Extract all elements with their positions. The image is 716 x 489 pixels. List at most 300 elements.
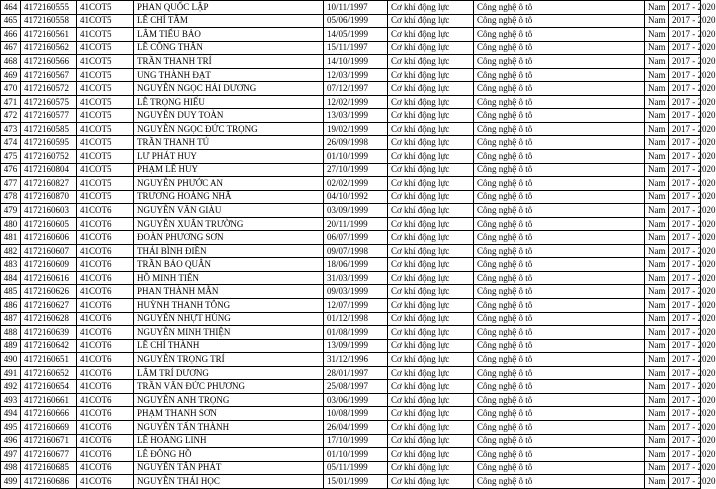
- class-code-cell: 41COT6: [77, 448, 134, 462]
- major-cell: Công nghệ ô tô: [474, 339, 645, 353]
- gender-cell: Nam: [645, 28, 669, 42]
- row-number-cell: 467: [1, 41, 21, 55]
- student-id-cell: 4172160605: [21, 217, 77, 231]
- table-row: [1, 339, 701, 353]
- gender-cell: Nam: [645, 407, 669, 421]
- gender-cell: Nam: [645, 150, 669, 164]
- student-name-cell: NGUYỄN ANH TRỌNG: [134, 393, 324, 407]
- birth-date-cell: 27/10/1999: [324, 163, 388, 177]
- course-years-cell: 2017 - 2020: [669, 366, 701, 380]
- faculty-cell: Cơ khí động lực: [388, 380, 474, 394]
- row-number-cell: 471: [1, 95, 21, 109]
- gender-cell: Nam: [645, 339, 669, 353]
- gender-cell: Nam: [645, 109, 669, 123]
- birth-date-cell: 25/08/1997: [324, 380, 388, 394]
- student-name-cell: TRẦN THANH TRÍ: [134, 55, 324, 69]
- major-cell: Công nghệ ô tô: [474, 204, 645, 218]
- major-cell: Công nghệ ô tô: [474, 353, 645, 367]
- class-code-cell: 41COT6: [77, 217, 134, 231]
- major-cell: Công nghệ ô tô: [474, 299, 645, 313]
- birth-date-cell: 05/06/1999: [324, 14, 388, 28]
- major-cell: Công nghệ ô tô: [474, 109, 645, 123]
- table-row: [1, 353, 701, 367]
- class-code-cell: 41COT5: [77, 55, 134, 69]
- gender-cell: Nam: [645, 204, 669, 218]
- student-name-cell: LÂM TIỂU BẢO: [134, 28, 324, 42]
- birth-date-cell: 10/11/1997: [324, 1, 388, 15]
- student-name-cell: NGUYỄN MINH THIỆN: [134, 326, 324, 340]
- course-years-cell: 2017 - 2020: [669, 448, 701, 462]
- birth-date-cell: 01/08/1999: [324, 326, 388, 340]
- student-id-cell: 4172160642: [21, 339, 77, 353]
- student-name-cell: LÊ TRỌNG HIẾU: [134, 95, 324, 109]
- birth-date-cell: 13/09/1999: [324, 339, 388, 353]
- student-id-cell: 4172160685: [21, 461, 77, 475]
- table-row: [1, 82, 701, 96]
- gender-cell: Nam: [645, 68, 669, 82]
- birth-date-cell: 09/03/1999: [324, 285, 388, 299]
- student-name-cell: TRẦN THANH TÚ: [134, 136, 324, 150]
- faculty-cell: Cơ khí động lực: [388, 231, 474, 245]
- major-cell: Công nghệ ô tô: [474, 231, 645, 245]
- faculty-cell: Cơ khí động lực: [388, 448, 474, 462]
- faculty-cell: Cơ khí động lực: [388, 204, 474, 218]
- student-id-cell: 4172160607: [21, 244, 77, 258]
- row-number-cell: 495: [1, 420, 21, 434]
- class-code-cell: 41COT6: [77, 393, 134, 407]
- birth-date-cell: 01/12/1998: [324, 312, 388, 326]
- table-row: [1, 326, 701, 340]
- birth-date-cell: 28/01/1997: [324, 366, 388, 380]
- gender-cell: Nam: [645, 82, 669, 96]
- major-cell: Công nghệ ô tô: [474, 150, 645, 164]
- major-cell: Công nghệ ô tô: [474, 122, 645, 136]
- gender-cell: Nam: [645, 190, 669, 204]
- major-cell: Công nghệ ô tô: [474, 190, 645, 204]
- faculty-cell: Cơ khí động lực: [388, 285, 474, 299]
- course-years-cell: 2017 - 2020: [669, 28, 701, 42]
- row-number-cell: 485: [1, 285, 21, 299]
- gender-cell: Nam: [645, 55, 669, 69]
- course-years-cell: 2017 - 2020: [669, 299, 701, 313]
- gender-cell: Nam: [645, 380, 669, 394]
- faculty-cell: Cơ khí động lực: [388, 136, 474, 150]
- birth-date-cell: 20/11/1999: [324, 217, 388, 231]
- student-name-cell: PHẠM LÊ HUY: [134, 163, 324, 177]
- row-number-cell: 482: [1, 244, 21, 258]
- table-row: [1, 136, 701, 150]
- birth-date-cell: 26/09/1998: [324, 136, 388, 150]
- faculty-cell: Cơ khí động lực: [388, 258, 474, 272]
- major-cell: Công nghệ ô tô: [474, 393, 645, 407]
- student-id-cell: 4172160627: [21, 299, 77, 313]
- table-row: [1, 28, 701, 42]
- faculty-cell: Cơ khí động lực: [388, 271, 474, 285]
- birth-date-cell: 10/08/1999: [324, 407, 388, 421]
- table-row: [1, 461, 701, 475]
- student-id-cell: 4172160609: [21, 258, 77, 272]
- course-years-cell: 2017 - 2020: [669, 163, 701, 177]
- major-cell: Công nghệ ô tô: [474, 258, 645, 272]
- gender-cell: Nam: [645, 420, 669, 434]
- major-cell: Công nghệ ô tô: [474, 244, 645, 258]
- row-number-cell: 491: [1, 366, 21, 380]
- table-row: [1, 271, 701, 285]
- birth-date-cell: 12/02/1999: [324, 95, 388, 109]
- table-row: [1, 434, 701, 448]
- birth-date-cell: 12/03/1999: [324, 68, 388, 82]
- course-years-cell: 2017 - 2020: [669, 353, 701, 367]
- faculty-cell: Cơ khí động lực: [388, 55, 474, 69]
- row-number-cell: 469: [1, 68, 21, 82]
- gender-cell: Nam: [645, 299, 669, 313]
- birth-date-cell: 14/10/1999: [324, 55, 388, 69]
- student-id-cell: 4172160654: [21, 380, 77, 394]
- course-years-cell: 2017 - 2020: [669, 204, 701, 218]
- course-years-cell: 2017 - 2020: [669, 82, 701, 96]
- course-years-cell: 2017 - 2020: [669, 190, 701, 204]
- course-years-cell: 2017 - 2020: [669, 244, 701, 258]
- class-code-cell: 41COT5: [77, 82, 134, 96]
- table-row: [1, 231, 701, 245]
- course-years-cell: 2017 - 2020: [669, 326, 701, 340]
- student-id-cell: 4172160575: [21, 95, 77, 109]
- row-number-cell: 497: [1, 448, 21, 462]
- student-name-cell: NGUYỄN TẤN PHÁT: [134, 461, 324, 475]
- row-number-cell: 490: [1, 353, 21, 367]
- student-id-cell: 4172160671: [21, 434, 77, 448]
- faculty-cell: Cơ khí động lực: [388, 244, 474, 258]
- row-number-cell: 494: [1, 407, 21, 421]
- birth-date-cell: 07/12/1997: [324, 82, 388, 96]
- birth-date-cell: 14/05/1999: [324, 28, 388, 42]
- course-years-cell: 2017 - 2020: [669, 258, 701, 272]
- student-id-cell: 4172160566: [21, 55, 77, 69]
- table-row: [1, 366, 701, 380]
- student-id-cell: 4172160677: [21, 448, 77, 462]
- student-id-cell: 4172160827: [21, 177, 77, 191]
- gender-cell: Nam: [645, 353, 669, 367]
- major-cell: Công nghệ ô tô: [474, 475, 645, 489]
- faculty-cell: Cơ khí động lực: [388, 150, 474, 164]
- row-number-cell: 473: [1, 122, 21, 136]
- class-code-cell: 41COT6: [77, 299, 134, 313]
- row-number-cell: 489: [1, 339, 21, 353]
- major-cell: Công nghệ ô tô: [474, 14, 645, 28]
- student-name-cell: TRẦN VĂN ĐỨC PHƯƠNG: [134, 380, 324, 394]
- student-name-cell: NGUYỄN DUY TOÀN: [134, 109, 324, 123]
- birth-date-cell: 15/11/1997: [324, 41, 388, 55]
- faculty-cell: Cơ khí động lực: [388, 475, 474, 489]
- faculty-cell: Cơ khí động lực: [388, 28, 474, 42]
- row-number-cell: 466: [1, 28, 21, 42]
- major-cell: Công nghệ ô tô: [474, 41, 645, 55]
- faculty-cell: Cơ khí động lực: [388, 393, 474, 407]
- student-id-cell: 4172160652: [21, 366, 77, 380]
- course-years-cell: 2017 - 2020: [669, 339, 701, 353]
- course-years-cell: 2017 - 2020: [669, 95, 701, 109]
- major-cell: Công nghệ ô tô: [474, 68, 645, 82]
- table-row: [1, 380, 701, 394]
- birth-date-cell: 31/03/1999: [324, 271, 388, 285]
- course-years-cell: 2017 - 2020: [669, 475, 701, 489]
- student-name-cell: TRƯƠNG HOÀNG NHÃ: [134, 190, 324, 204]
- course-years-cell: 2017 - 2020: [669, 420, 701, 434]
- faculty-cell: Cơ khí động lực: [388, 95, 474, 109]
- class-code-cell: 41COT5: [77, 1, 134, 15]
- student-id-cell: 4172160870: [21, 190, 77, 204]
- class-code-cell: 41COT5: [77, 14, 134, 28]
- course-years-cell: 2017 - 2020: [669, 177, 701, 191]
- faculty-cell: Cơ khí động lực: [388, 190, 474, 204]
- course-years-cell: 2017 - 2020: [669, 217, 701, 231]
- student-id-cell: 4172160651: [21, 353, 77, 367]
- faculty-cell: Cơ khí động lực: [388, 68, 474, 82]
- student-name-cell: PHAN QUỐC LẬP: [134, 1, 324, 15]
- row-number-cell: 483: [1, 258, 21, 272]
- row-number-cell: 477: [1, 177, 21, 191]
- gender-cell: Nam: [645, 393, 669, 407]
- table-row: [1, 475, 701, 489]
- row-number-cell: 472: [1, 109, 21, 123]
- class-code-cell: 41COT5: [77, 41, 134, 55]
- class-code-cell: 41COT6: [77, 204, 134, 218]
- gender-cell: Nam: [645, 258, 669, 272]
- student-id-cell: 4172160572: [21, 82, 77, 96]
- class-code-cell: 41COT5: [77, 68, 134, 82]
- row-number-cell: 493: [1, 393, 21, 407]
- faculty-cell: Cơ khí động lực: [388, 312, 474, 326]
- row-number-cell: 474: [1, 136, 21, 150]
- major-cell: Công nghệ ô tô: [474, 163, 645, 177]
- class-code-cell: 41COT5: [77, 109, 134, 123]
- course-years-cell: 2017 - 2020: [669, 393, 701, 407]
- birth-date-cell: 17/10/1999: [324, 434, 388, 448]
- gender-cell: Nam: [645, 136, 669, 150]
- gender-cell: Nam: [645, 366, 669, 380]
- student-id-cell: 4172160686: [21, 475, 77, 489]
- table-row: [1, 258, 701, 272]
- faculty-cell: Cơ khí động lực: [388, 217, 474, 231]
- faculty-cell: Cơ khí động lực: [388, 326, 474, 340]
- course-years-cell: 2017 - 2020: [669, 461, 701, 475]
- major-cell: Công nghệ ô tô: [474, 28, 645, 42]
- class-code-cell: 41COT6: [77, 407, 134, 421]
- class-code-cell: 41COT5: [77, 177, 134, 191]
- gender-cell: Nam: [645, 177, 669, 191]
- major-cell: Công nghệ ô tô: [474, 136, 645, 150]
- gender-cell: Nam: [645, 475, 669, 489]
- table-row: [1, 299, 701, 313]
- course-years-cell: 2017 - 2020: [669, 109, 701, 123]
- faculty-cell: Cơ khí động lực: [388, 122, 474, 136]
- course-years-cell: 2017 - 2020: [669, 380, 701, 394]
- student-name-cell: LÊ CÔNG THẮN: [134, 41, 324, 55]
- student-name-cell: ĐOÀN PHƯƠNG SƠN: [134, 231, 324, 245]
- faculty-cell: Cơ khí động lực: [388, 434, 474, 448]
- student-name-cell: NGUYỄN XUÂN TRƯỜNG: [134, 217, 324, 231]
- faculty-cell: Cơ khí động lực: [388, 353, 474, 367]
- class-code-cell: 41COT5: [77, 163, 134, 177]
- faculty-cell: Cơ khí động lực: [388, 461, 474, 475]
- student-name-cell: LÊ ĐÔNG HỒ: [134, 448, 324, 462]
- class-code-cell: 41COT6: [77, 258, 134, 272]
- row-number-cell: 496: [1, 434, 21, 448]
- table-row: [1, 163, 701, 177]
- gender-cell: Nam: [645, 122, 669, 136]
- class-code-cell: 41COT6: [77, 475, 134, 489]
- class-code-cell: 41COT6: [77, 434, 134, 448]
- row-number-cell: 475: [1, 150, 21, 164]
- table-row: [1, 190, 701, 204]
- class-code-cell: 41COT6: [77, 285, 134, 299]
- faculty-cell: Cơ khí động lực: [388, 82, 474, 96]
- class-code-cell: 41COT6: [77, 366, 134, 380]
- major-cell: Công nghệ ô tô: [474, 217, 645, 231]
- table-row: [1, 41, 701, 55]
- student-id-cell: 4172160666: [21, 407, 77, 421]
- gender-cell: Nam: [645, 312, 669, 326]
- row-number-cell: 498: [1, 461, 21, 475]
- class-code-cell: 41COT6: [77, 271, 134, 285]
- course-years-cell: 2017 - 2020: [669, 285, 701, 299]
- birth-date-cell: 26/04/1999: [324, 420, 388, 434]
- student-id-cell: 4172160606: [21, 231, 77, 245]
- birth-date-cell: 13/03/1999: [324, 109, 388, 123]
- table-row: [1, 448, 701, 462]
- birth-date-cell: 15/01/1999: [324, 475, 388, 489]
- faculty-cell: Cơ khí động lực: [388, 41, 474, 55]
- row-number-cell: 481: [1, 231, 21, 245]
- course-years-cell: 2017 - 2020: [669, 68, 701, 82]
- gender-cell: Nam: [645, 271, 669, 285]
- class-code-cell: 41COT5: [77, 190, 134, 204]
- major-cell: Công nghệ ô tô: [474, 82, 645, 96]
- row-number-cell: 470: [1, 82, 21, 96]
- student-id-cell: 4172160616: [21, 271, 77, 285]
- table-row: [1, 95, 701, 109]
- gender-cell: Nam: [645, 95, 669, 109]
- student-id-cell: 4172160804: [21, 163, 77, 177]
- class-code-cell: 41COT6: [77, 420, 134, 434]
- major-cell: Công nghệ ô tô: [474, 434, 645, 448]
- gender-cell: Nam: [645, 163, 669, 177]
- table-row: [1, 14, 701, 28]
- student-name-cell: NGUYỄN TRỌNG TRÍ: [134, 353, 324, 367]
- student-name-cell: HỒ MINH TIẾN: [134, 271, 324, 285]
- student-id-cell: 4172160558: [21, 14, 77, 28]
- row-number-cell: 478: [1, 190, 21, 204]
- birth-date-cell: 19/02/1999: [324, 122, 388, 136]
- birth-date-cell: 03/06/1999: [324, 393, 388, 407]
- course-years-cell: 2017 - 2020: [669, 231, 701, 245]
- row-number-cell: 484: [1, 271, 21, 285]
- gender-cell: Nam: [645, 1, 669, 15]
- gender-cell: Nam: [645, 14, 669, 28]
- major-cell: Công nghệ ô tô: [474, 366, 645, 380]
- faculty-cell: Cơ khí động lực: [388, 420, 474, 434]
- birth-date-cell: 31/12/1996: [324, 353, 388, 367]
- major-cell: Công nghệ ô tô: [474, 420, 645, 434]
- student-name-cell: NGUYỄN VĂN GIÀU: [134, 204, 324, 218]
- major-cell: Công nghệ ô tô: [474, 177, 645, 191]
- table-row: [1, 244, 701, 258]
- major-cell: Công nghệ ô tô: [474, 1, 645, 15]
- row-number-cell: 479: [1, 204, 21, 218]
- gender-cell: Nam: [645, 434, 669, 448]
- birth-date-cell: 01/10/1999: [324, 150, 388, 164]
- row-number-cell: 487: [1, 312, 21, 326]
- table-body: [1, 1, 716, 489]
- major-cell: Công nghệ ô tô: [474, 312, 645, 326]
- course-years-cell: 2017 - 2020: [669, 55, 701, 69]
- class-code-cell: 41COT5: [77, 150, 134, 164]
- gender-cell: Nam: [645, 326, 669, 340]
- major-cell: Công nghệ ô tô: [474, 95, 645, 109]
- faculty-cell: Cơ khí động lực: [388, 14, 474, 28]
- table-row: [1, 204, 701, 218]
- gender-cell: Nam: [645, 41, 669, 55]
- class-code-cell: 41COT6: [77, 380, 134, 394]
- row-number-cell: 486: [1, 299, 21, 313]
- row-number-cell: 476: [1, 163, 21, 177]
- course-years-cell: 2017 - 2020: [669, 41, 701, 55]
- table-row: [1, 109, 701, 123]
- table-row: [1, 55, 701, 69]
- major-cell: Công nghệ ô tô: [474, 380, 645, 394]
- table-row: [1, 122, 701, 136]
- table-row: [1, 312, 701, 326]
- student-id-cell: 4172160628: [21, 312, 77, 326]
- class-code-cell: 41COT6: [77, 312, 134, 326]
- birth-date-cell: 12/07/1999: [324, 299, 388, 313]
- class-code-cell: 41COT6: [77, 231, 134, 245]
- student-name-cell: UNG THÀNH ĐẠT: [134, 68, 324, 82]
- student-name-cell: NGUYỄN NHỰT HÙNG: [134, 312, 324, 326]
- table-row: [1, 177, 701, 191]
- table-row: [1, 420, 701, 434]
- course-years-cell: 2017 - 2020: [669, 312, 701, 326]
- class-code-cell: 41COT6: [77, 339, 134, 353]
- class-code-cell: 41COT5: [77, 136, 134, 150]
- course-years-cell: 2017 - 2020: [669, 122, 701, 136]
- faculty-cell: Cơ khí động lực: [388, 109, 474, 123]
- gender-cell: Nam: [645, 244, 669, 258]
- gender-cell: Nam: [645, 231, 669, 245]
- faculty-cell: Cơ khí động lực: [388, 1, 474, 15]
- table-row: [1, 1, 701, 15]
- course-years-cell: 2017 - 2020: [669, 407, 701, 421]
- gender-cell: Nam: [645, 285, 669, 299]
- class-code-cell: 41COT5: [77, 28, 134, 42]
- class-code-cell: 41COT6: [77, 461, 134, 475]
- class-code-cell: 41COT5: [77, 95, 134, 109]
- student-id-cell: 4172160555: [21, 1, 77, 15]
- faculty-cell: Cơ khí động lực: [388, 339, 474, 353]
- row-number-cell: 488: [1, 326, 21, 340]
- student-name-cell: LÊ CHÍ THÀNH: [134, 339, 324, 353]
- student-id-cell: 4172160562: [21, 41, 77, 55]
- student-id-cell: 4172160639: [21, 326, 77, 340]
- class-code-cell: 41COT5: [77, 122, 134, 136]
- table-row: [1, 393, 701, 407]
- table-row: [1, 285, 701, 299]
- course-years-cell: 2017 - 2020: [669, 150, 701, 164]
- student-id-cell: 4172160561: [21, 28, 77, 42]
- major-cell: Công nghệ ô tô: [474, 271, 645, 285]
- birth-date-cell: 04/10/1992: [324, 190, 388, 204]
- student-id-cell: 4172160567: [21, 68, 77, 82]
